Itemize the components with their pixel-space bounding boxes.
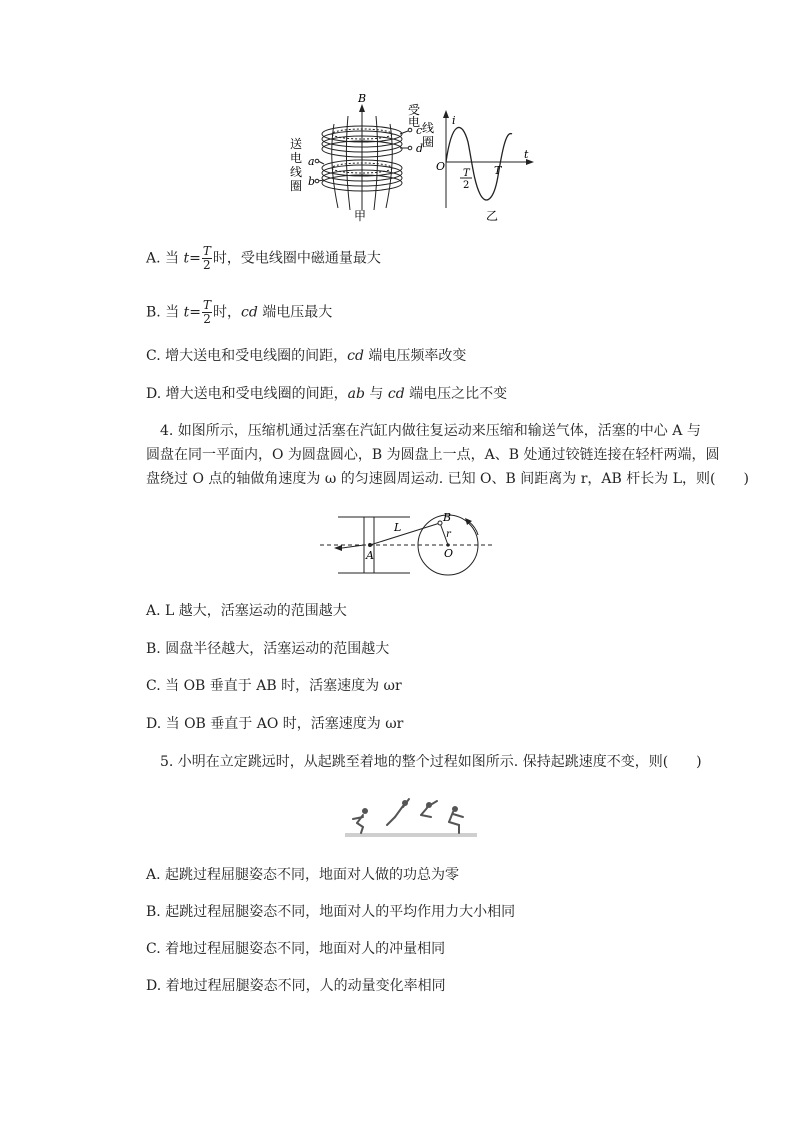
radius-r: r <box>446 529 451 540</box>
q4-option-d: D. 当 OB 垂直于 AO 时，活塞速度为 ωr <box>146 716 404 732</box>
b-field-label: B <box>358 92 367 105</box>
sending-coil-label-3: 线 <box>290 165 303 179</box>
q3-option-a: A. 当 t= $\frac{T}{2}$ 时，受电线圈中磁通量最大 <box>146 244 381 272</box>
q5-stem: 5. 小明在立定跳远时，从起跳至着地的整个过程如图所示. 保持起跳速度不变，则( ) <box>160 754 702 770</box>
graph-period: T <box>494 164 502 177</box>
q4-option-b: B. 圆盘半径越大，活塞运动的范围越大 <box>146 641 390 657</box>
graph-t-label: t <box>524 148 529 161</box>
graph-i-label: i <box>452 114 456 127</box>
fraction-t-over-2: $\frac{T}{2}$ <box>203 298 212 326</box>
caption-yi: 乙 <box>486 209 499 223</box>
sending-coil-label-1: 送 <box>290 137 303 151</box>
graph-half-period-den: 2 <box>463 180 470 191</box>
fraction-t-over-2: $\frac{T}{2}$ <box>202 244 211 272</box>
coil-figure <box>280 90 540 225</box>
rod-l: L <box>394 521 402 534</box>
q4-stem-line-2: 圆盘在同一平面内，O 为圆盘圆心，B 为圆盘上一点，A、B 处通过铰链连接在轻杆两端，圆 <box>146 447 720 463</box>
receiving-coil-label-3: 线 <box>422 121 435 135</box>
q5-option-b: B. 起跳过程屈腿姿态不同，地面对人的平均作用力大小相同 <box>146 904 516 920</box>
point-b: B <box>443 511 452 524</box>
receiving-coil-label-2: 电 <box>408 115 421 129</box>
graph-origin: O <box>436 160 446 173</box>
receiving-coil-label-4: 圈 <box>422 135 435 149</box>
graph-half-period-num: T <box>463 168 470 179</box>
q4-stem-line-3: 盘绕过 O 点的轴做角速度为 ω 的匀速圆周运动. 已知 O、B 间距离为 r，AB 杆长为 L，则( ) <box>146 471 749 487</box>
q5-option-d: D. 着地过程屈腿姿态不同，人的动量变化率相同 <box>146 978 446 994</box>
terminal-d: d <box>416 142 424 155</box>
q3-option-d: D. 增大送电和受电线圈的间距，ab 与 cd 端电压之比不变 <box>146 386 508 402</box>
q4-stem-line-1: 4. 如图所示，压缩机通过活塞在汽缸内做往复运动来压缩和输送气体，活塞的中心 A 与 <box>160 423 701 439</box>
sending-coil-label-2: 电 <box>290 151 303 165</box>
point-a: A <box>366 549 374 562</box>
terminal-c: c <box>416 124 423 137</box>
receiving-coil-label-1: 受 <box>408 103 421 117</box>
terminal-a: a <box>308 155 315 168</box>
q4-option-c: C. 当 OB 垂直于 AB 时，活塞速度为 ωr <box>146 678 402 694</box>
q3-option-c: C. 增大送电和受电线圈的间距，cd 端电压频率改变 <box>146 348 467 364</box>
caption-jia: 甲 <box>354 209 367 223</box>
piston-figure <box>320 505 500 585</box>
center-o: O <box>444 547 454 560</box>
long-jump-figure <box>343 795 479 839</box>
q5-option-a: A. 起跳过程屈腿姿态不同，地面对人做的功总为零 <box>146 867 460 883</box>
sending-coil-label-4: 圈 <box>290 179 303 193</box>
q4-option-a: A. L 越大，活塞运动的范围越大 <box>146 603 347 619</box>
q5-option-c: C. 着地过程屈腿姿态不同，地面对人的冲量相同 <box>146 941 446 957</box>
terminal-b: b <box>308 175 316 188</box>
q3-option-b: B. 当 t= $\frac{T}{2}$ 时，cd 端电压最大 <box>146 298 333 326</box>
current-time-graph <box>436 110 534 208</box>
